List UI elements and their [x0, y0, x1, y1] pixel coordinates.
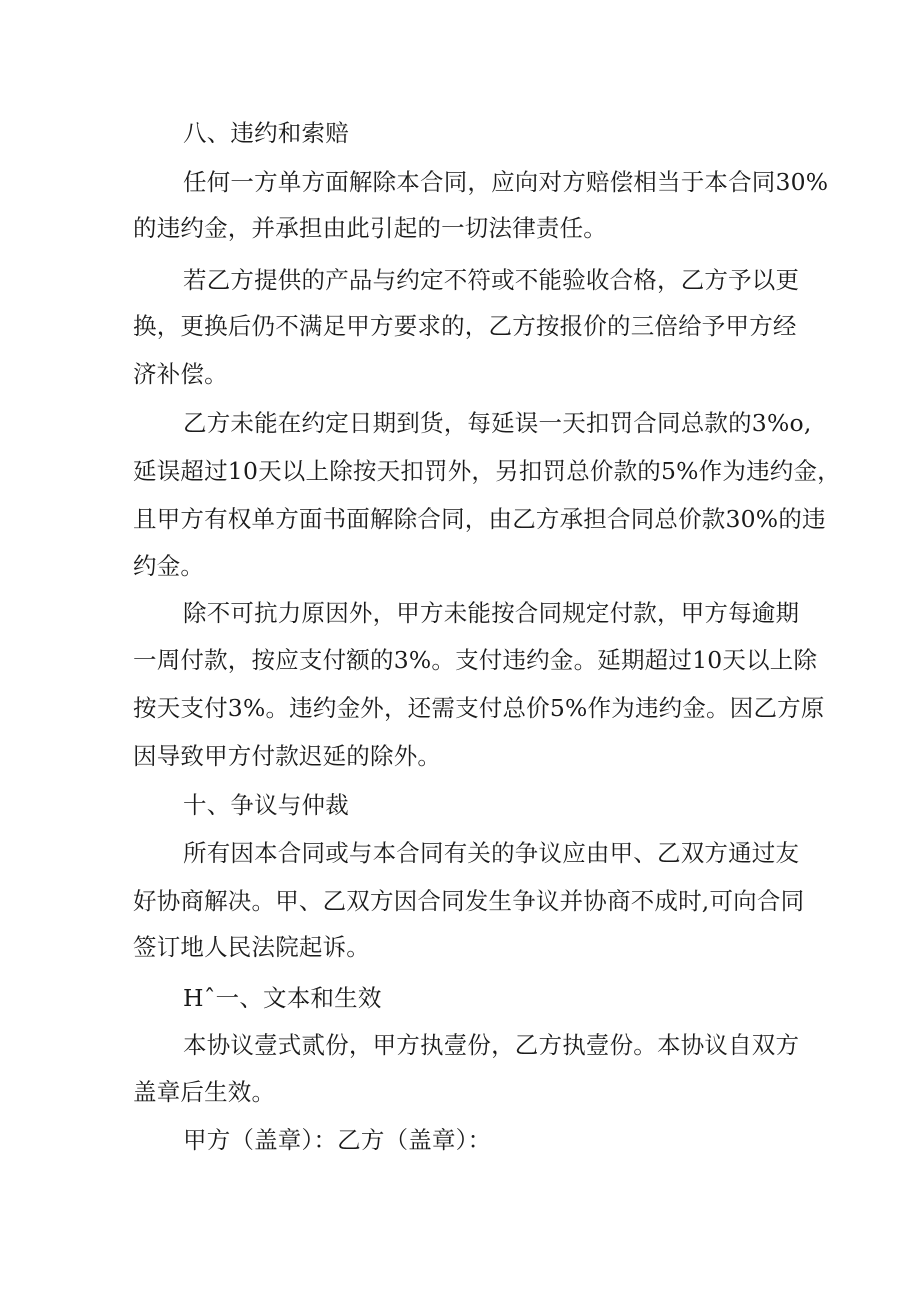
paragraph-line: 且甲方有权单方面书面解除合同，由乙方承担合同总价款30%的违	[133, 505, 826, 533]
paragraph-line: 乙方未能在约定日期到货，每延误一天扣罚合同总款的3%o,	[183, 409, 812, 437]
paragraph-line: 任何一方单方面解除本合同，应向对方赔偿相当于本合同30%	[183, 168, 829, 196]
paragraph-line: 约金。	[133, 552, 205, 580]
section-heading-dispute: 十、争议与仲裁	[183, 791, 349, 819]
paragraph-line: 好协商解决。甲、乙双方因合同发生争议并协商不成时,可向合同	[133, 887, 805, 915]
section-heading-text-effect: Hˆ一、文本和生效	[183, 984, 382, 1012]
paragraph-line: 除不可抗力原因外，甲方未能按合同规定付款，甲方每逾期	[183, 599, 800, 627]
paragraph-line: 盖章后生效。	[133, 1078, 276, 1106]
paragraph-line: 签订地人民法院起诉。	[133, 933, 370, 961]
paragraph-line: 济补偿。	[133, 360, 228, 388]
paragraph-line: 换，更换后仍不满足甲方要求的，乙方按报价的三倍给予甲方经	[133, 312, 797, 340]
paragraph-line: 延误超过10天以上除按天扣罚外，另扣罚总价款的5%作为违约金，	[133, 457, 841, 485]
signature-line: 甲方（盖章）：乙方（盖章）：	[183, 1126, 492, 1154]
paragraph-line: 的违约金，并承担由此引起的一切法律责任。	[133, 214, 607, 242]
paragraph-line: 若乙方提供的产品与约定不符或不能验收合格，乙方予以更	[183, 266, 800, 294]
paragraph-line: 所有因本合同或与本合同有关的争议应由甲、乙双方通过友	[183, 839, 800, 867]
paragraph-line: 一周付款，按应支付额的3%。支付违约金。延期超过10天以上除	[133, 646, 818, 674]
paragraph-line: 因导致甲方付款迟延的除外。	[133, 742, 442, 770]
paragraph-line: 本协议壹式贰份，甲方执壹份，乙方执壹份。本协议自双方	[183, 1031, 800, 1059]
section-heading-breach: 八、违约和索赔	[183, 119, 349, 147]
paragraph-line: 按天支付3%。违约金外，还需支付总价5%作为违约金。因乙方原	[133, 694, 825, 722]
